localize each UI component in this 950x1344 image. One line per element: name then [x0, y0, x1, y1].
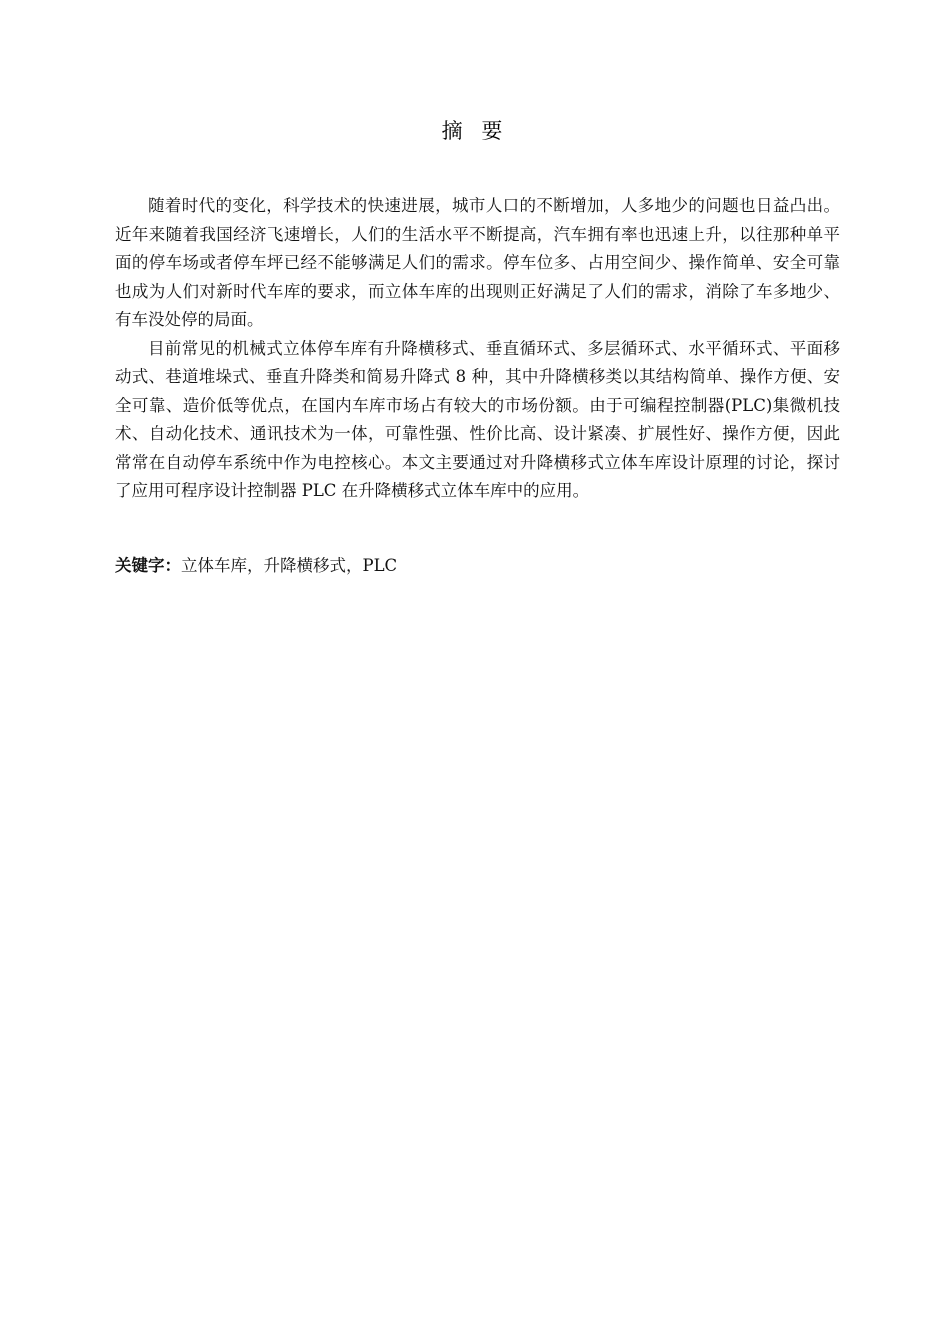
abstract-paragraph-1: 随着时代的变化，科学技术的快速进展，城市人口的不断增加，人多地少的问题也日益凸出。近年来随着我国经济飞速增长，人们的生活水平不断提高，汽车拥有率也迅速上升，以往那种单平面的停车场或者停车坪已经不能够满足人们的需求。停车位多、占用空间少、操作简单、安全可靠也成为人们对新时代车库的要求，而立体车库的出现则正好满足了人们的需求，消除了车多地少、有车没处停的局面。: [115, 196, 840, 329]
abstract-title: 摘 要: [441, 119, 509, 143]
keywords-line: [115, 552, 840, 580]
abstract-body: [115, 192, 840, 506]
abstract-paragraph-2: 目前常见的机械式立体停车库有升降横移式、垂直循环式、多层循环式、水平循环式、平面移动式、巷道堆垛式、垂直升降类和简易升降式 8 种，其中升降横移类以其结构简单、操作方便、安全可靠、造价低等优点，在国内车库市场占有较大的市场份额。由于可编程控制器(PLC)集微机技术、自动化技术、通讯技术为一体，可靠性强、性价比高、设计紧凑、扩展性好、操作方便，因此常常在自动停车系统中作为电控核心。本文主要通过对升降横移式立体车库设计原理的讨论，探讨了应用可程序设计控制器 PLC 在升降横移式立体车库中的应用。: [115, 338, 840, 500]
keywords-value: 立体车库，升降横移式，PLC: [181, 556, 398, 575]
keywords-label: 关键字：: [115, 556, 181, 575]
